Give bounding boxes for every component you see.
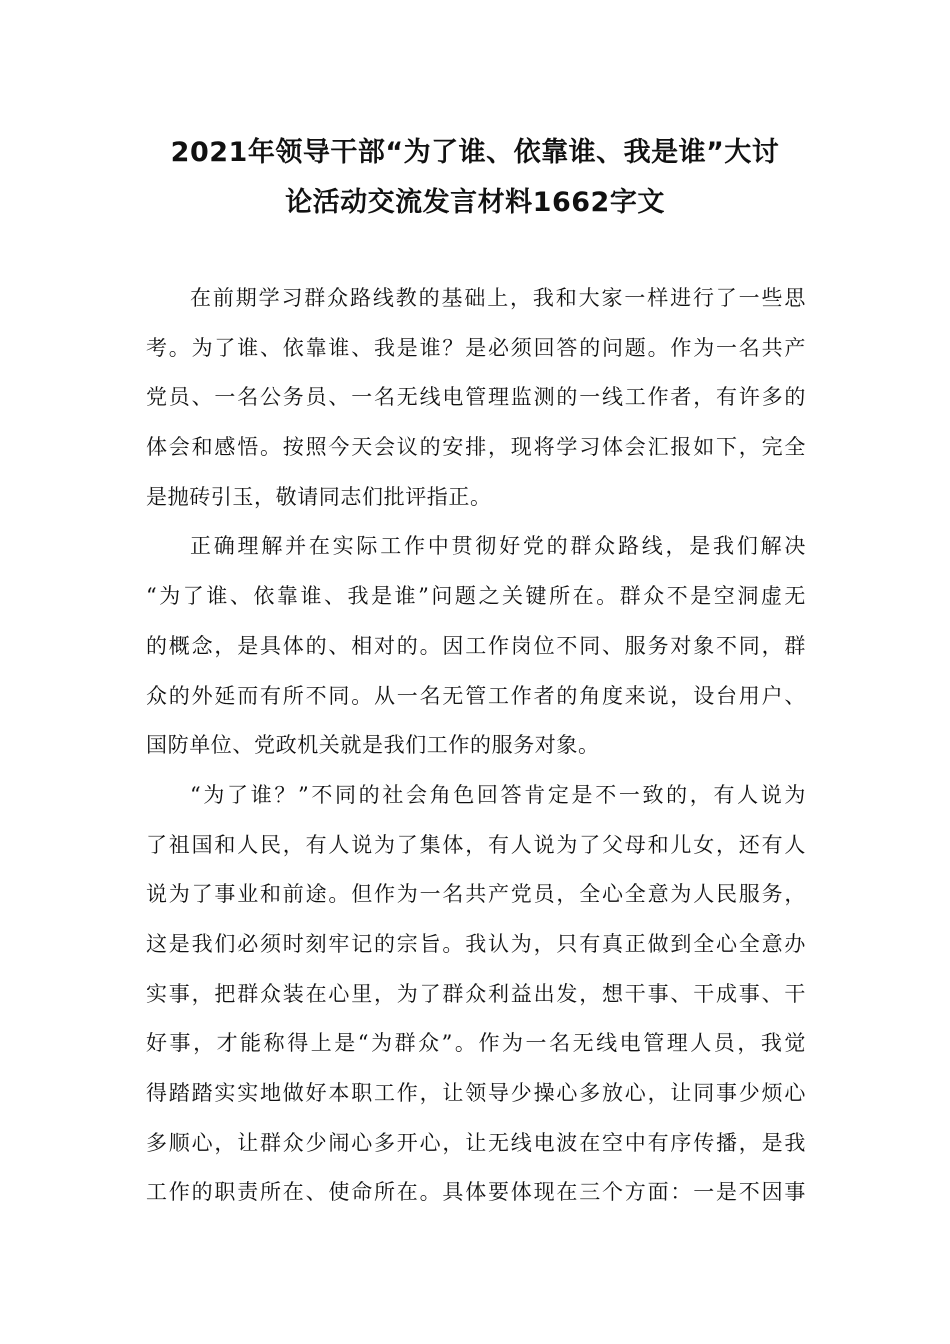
paragraph-line: 多顺心，让群众少闹心多开心，让无线电波在空中有序传播，是我 [146, 1130, 806, 1155]
paragraph-3 [146, 771, 806, 1218]
paragraph-2 [146, 522, 806, 770]
paragraph-line: 工作的职责所在、使命所在。具体要体现在三个方面：一是不因事 [146, 1180, 806, 1205]
paragraph-line: 正确理解并在实际工作中贯彻好党的群众路线，是我们解决 [190, 534, 806, 559]
paragraph-line: 国防单位、党政机关就是我们工作的服务对象。 [146, 733, 600, 758]
paragraph-line: 这是我们必须时刻牢记的宗旨。我认为，只有真正做到全心全意办 [146, 931, 806, 956]
paragraph-line: “为了谁？”不同的社会角色回答肯定是不一致的，有人说为 [190, 782, 806, 807]
title-line-2: 论活动交流发言材料1662字文 [285, 187, 665, 218]
document-title [140, 128, 810, 228]
paragraph-line: 了祖国和人民，有人说为了集体，有人说为了父母和儿女，还有人 [146, 832, 806, 857]
document-body [146, 274, 806, 1218]
paragraph-line: 好事，才能称得上是“为群众”。作为一名无线电管理人员，我觉 [146, 1031, 806, 1056]
paragraph-line: 的概念，是具体的、相对的。因工作岗位不同、服务对象不同，群 [146, 633, 806, 658]
paragraph-line: 说为了事业和前途。但作为一名共产党员，全心全意为人民服务， [146, 882, 806, 907]
paragraph-line: “为了谁、依靠谁、我是谁”问题之关键所在。群众不是空洞虚无 [146, 584, 806, 609]
title-line-1: 2021年领导干部“为了谁、依靠谁、我是谁”大讨 [170, 137, 780, 168]
paragraph-line: 体会和感悟。按照今天会议的安排，现将学习体会汇报如下，完全 [146, 435, 806, 460]
paragraph-line: 得踏踏实实地做好本职工作，让领导少操心多放心，让同事少烦心 [146, 1081, 806, 1105]
paragraph-line: 考。为了谁、依靠谁、我是谁？是必须回答的问题。作为一名共产 [146, 335, 806, 360]
paragraph-line: 众的外延而有所不同。从一名无管工作者的角度来说，设台用户、 [146, 683, 806, 708]
paragraph-1 [146, 274, 806, 522]
paragraph-line: 实事，把群众装在心里，为了群众利益出发，想干事、干成事、干 [146, 981, 806, 1006]
paragraph-line: 是抛砖引玉，敬请同志们批评指正。 [146, 484, 492, 509]
paragraph-line: 党员、一名公务员、一名无线电管理监测的一线工作者，有许多的 [146, 385, 806, 410]
paragraph-line: 在前期学习群众路线教的基础上，我和大家一样进行了一些思 [190, 286, 806, 310]
